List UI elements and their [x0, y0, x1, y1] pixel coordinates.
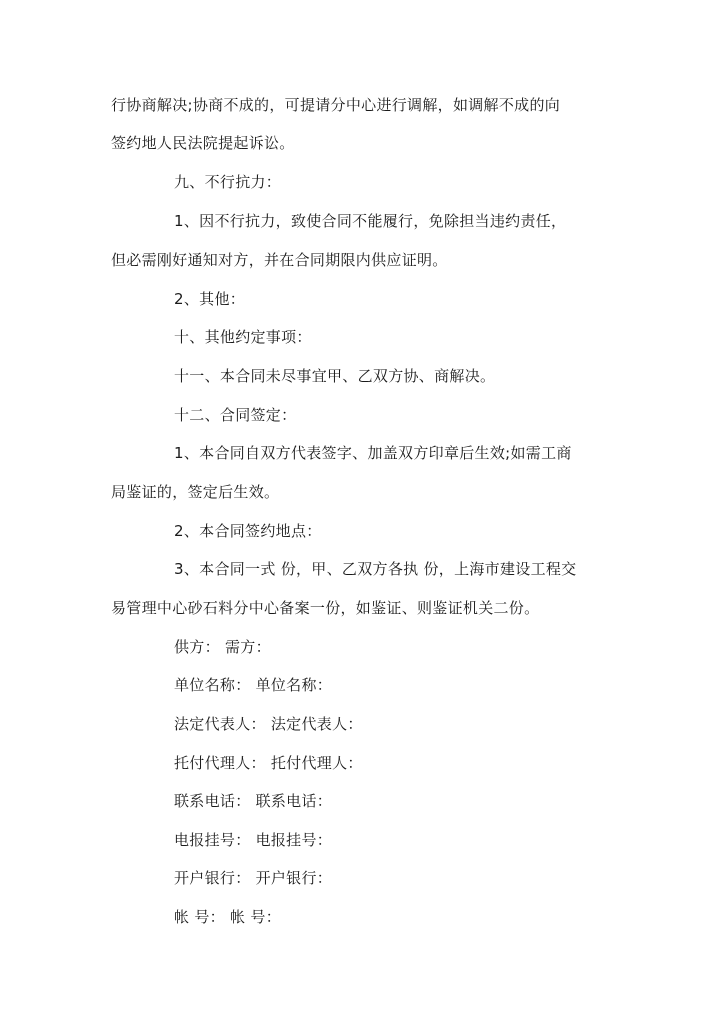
paragraph-line: 易管理中心砂石料分中心备案一份，如鉴证、则鉴证机关二份。 [111, 599, 540, 617]
signature-field-legal-rep: 法定代表人： 法定代表人： [174, 715, 363, 733]
signature-field-bank: 开户银行： 开户银行： [174, 869, 333, 887]
section-heading: 十二、合同签定： [174, 406, 297, 424]
paragraph-line: 局鉴证的，签定后生效。 [111, 483, 280, 501]
paragraph-line: 签约地人民法院提起诉讼。 [111, 134, 295, 152]
paragraph-line: 1、因不行抗力，致使合同不能履行，免除担当违约责任， [174, 212, 567, 230]
section-heading: 十、其他约定事项： [174, 328, 312, 346]
paragraph-line: 但必需刚好通知对方，并在合同期限内供应证明。 [111, 251, 448, 269]
paragraph-line: 3、本合同一式 份，甲、乙双方各执 份，上海市建设工程交 [174, 560, 577, 578]
section-heading: 九、不行抗力： [174, 173, 282, 191]
paragraph-line: 行协商解决;协商不成的，可提请分中心进行调解，如调解不成的向 [111, 96, 561, 114]
signature-field-phone: 联系电话： 联系电话： [174, 792, 333, 810]
paragraph-line: 1、本合同自双方代表签字、加盖双方印章后生效;如需工商 [174, 444, 572, 462]
section-heading: 十一、本合同未尽事宜甲、乙双方协、商解决。 [174, 367, 496, 385]
signature-field-telegraph: 电报挂号： 电报挂号： [174, 831, 333, 849]
signature-field-parties: 供方： 需方： [174, 638, 271, 656]
signature-field-unit-name: 单位名称： 单位名称： [174, 676, 333, 694]
paragraph-line: 2、其他： [174, 290, 246, 308]
paragraph-line: 2、本合同签约地点： [174, 522, 322, 540]
signature-field-agent: 托付代理人： 托付代理人： [174, 754, 363, 772]
signature-field-account: 帐 号： 帐 号： [174, 908, 282, 926]
